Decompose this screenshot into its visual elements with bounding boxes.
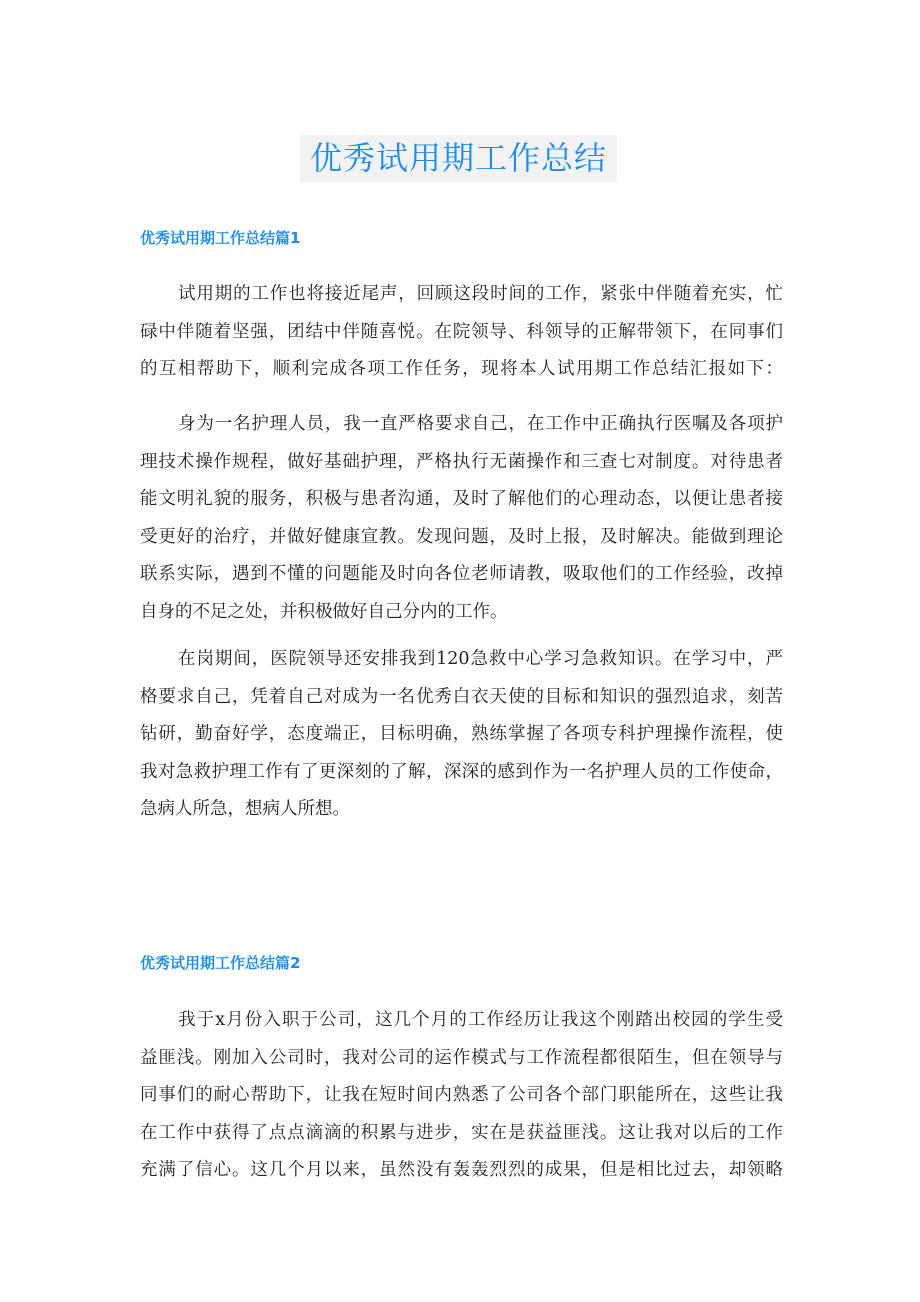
- text-line: 能文明礼貌的服务，积极与患者沟通，及时了解他们的心理动态，以便让患者接: [140, 489, 783, 509]
- text-line: 受更好的治疗，并做好健康宣教。发现问题，及时上报，及时解决。能做到理论: [140, 526, 783, 547]
- text-line: 同事们的耐心帮助下，让我在短时间内熟悉了公司各个部门职能所在，这些让我: [140, 1085, 783, 1105]
- text-line: 在工作中获得了点点滴滴的积累与进步，实在是获益匪浅。这让我对以后的工作: [140, 1122, 783, 1143]
- section-heading-2: 优秀试用期工作总结篇2: [140, 954, 301, 972]
- text-line: 我于x月份入职于公司，这几个月的工作经历让我这个刚踏出校园的学生受: [178, 1010, 783, 1030]
- paragraph: [140, 406, 783, 631]
- paragraph: [140, 276, 783, 389]
- text-line: 充满了信心。这几个月以来，虽然没有轰轰烈烈的成果，但是相比过去，却领略: [140, 1160, 783, 1180]
- paragraph: [140, 1002, 783, 1190]
- paragraph: [140, 641, 783, 829]
- text-line: 钻研，勤奋好学，态度端正，目标明确，熟练掌握了各项专科护理操作流程，使: [140, 724, 783, 744]
- text-line: 自身的不足之处，并积极做好自己分内的工作。: [140, 601, 508, 622]
- text-line: 格要求自己，凭着自己对成为一名优秀白衣天使的目标和知识的强烈追求，刻苦: [140, 686, 783, 707]
- text-line: 急病人所急，想病人所想。: [140, 799, 350, 819]
- text-line: 理技术操作规程，做好基础护理，严格执行无菌操作和三查七对制度。对待患者: [140, 451, 783, 472]
- text-line: 试用期的工作也将接近尾声，回顾这段时间的工作，紧张中伴随着充实，忙: [178, 284, 783, 304]
- document-title: 优秀试用期工作总结: [300, 135, 617, 182]
- text-line: 在岗期间，医院领导还安排我到120急救中心学习急救知识。在学习中，严: [178, 649, 783, 669]
- text-line: 益匪浅。刚加入公司时，我对公司的运作模式与工作流程都很陌生，但在领导与: [140, 1047, 783, 1068]
- section-heading-1: 优秀试用期工作总结篇1: [140, 229, 301, 247]
- text-line: 联系实际，遇到不懂的问题能及时向各位老师请教，吸取他们的工作经验，改掉: [140, 564, 783, 584]
- text-line: 身为一名护理人员，我一直严格要求自己，在工作中正确执行医嘱及各项护: [178, 414, 783, 434]
- text-line: 碌中伴随着坚强，团结中伴随喜悦。在院领导、科领导的正解带领下，在同事们: [140, 321, 783, 342]
- text-line: 我对急救护理工作有了更深刻的了解，深深的感到作为一名护理人员的工作使命，: [140, 761, 783, 782]
- text-line: 的互相帮助下，顺利完成各项工作任务，现将本人试用期工作总结汇报如下：: [140, 359, 783, 379]
